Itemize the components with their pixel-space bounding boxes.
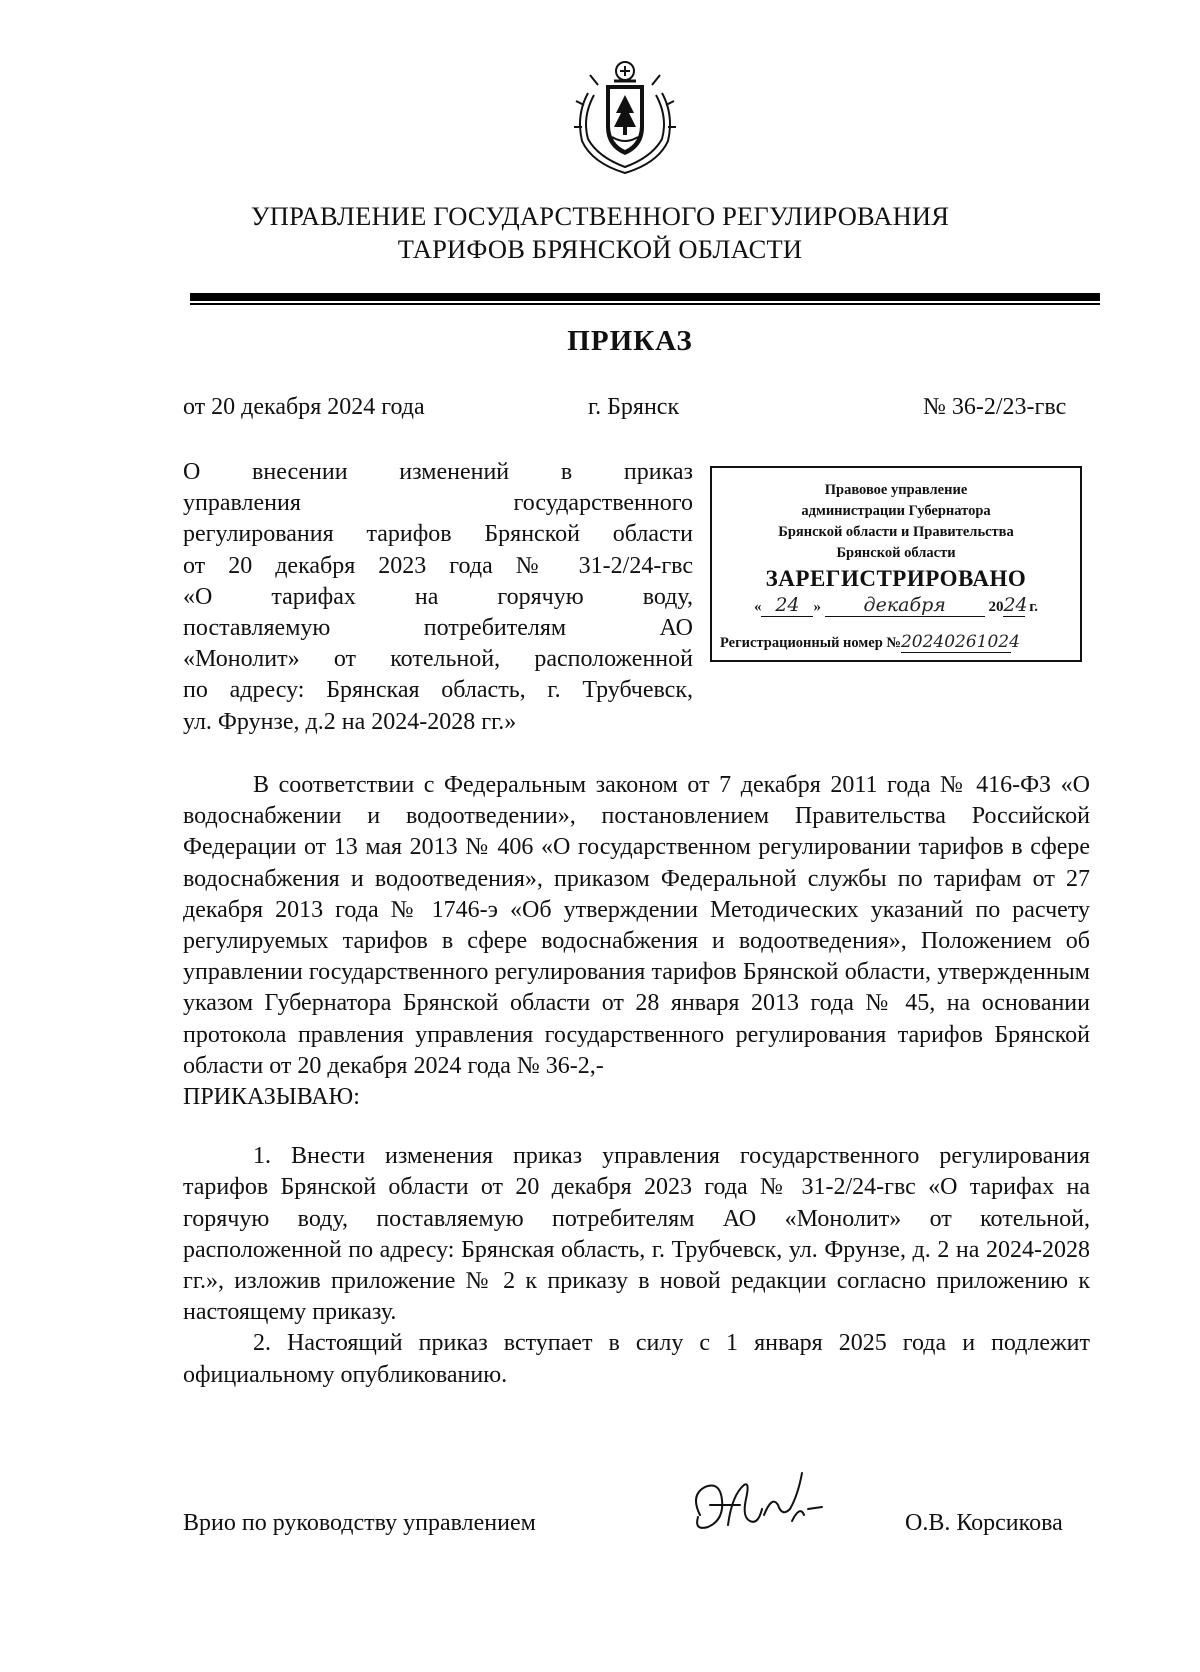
stamp-year-unit: г. <box>1029 599 1039 615</box>
header-divider <box>190 293 1100 301</box>
stamp-status: ЗАРЕГИСТРИРОВАНО <box>765 566 1027 591</box>
coat-of-arms-emblem <box>568 55 682 177</box>
decree-word: ПРИКАЗЫВАЮ: <box>183 1084 360 1111</box>
stamp-line-3: Брянской области и Правительства <box>778 524 1014 540</box>
document-title: ПРИКАЗ <box>567 325 693 357</box>
subject-line: «Монолит» от котельной, расположенной <box>183 646 693 673</box>
document-date: от 20 декабря 2024 года <box>183 394 425 420</box>
preamble-paragraph: В соответствии с Федеральным законом от 7 декабря 2011 года № 416-ФЗ «О водоснабжении и водоотведении», постановлением Правительства Российской Федерации от 13 мая 2013 № 406 «О государственном регулировании тарифов в сфере водоснабжения и водоотведения», приказом Федеральной службы по тарифам от 27 декабря 2013 года № 1746-э «Об утверждении Методических указаний по расчету регулируемых тарифов в сфере водоснабжения и водоотведения», Положением об управлении государственного регулирования тарифов Брянской области, утвержденным указом Губернатора Брянской области от 28 января 2013 года № 45, на основании протокола правления управления государственного регулирования тарифов Брянской области от 20 декабря 2024 года № 36-2,- <box>183 772 1090 1079</box>
stamp-month: декабря <box>825 594 985 617</box>
subject-line: по адресу: Брянская область, г. Трубчевск, <box>183 677 693 704</box>
subject-line: О внесении изменений в приказ <box>183 459 693 485</box>
signatory-name: О.В. Корсикова <box>905 1510 1063 1536</box>
document-subject <box>183 457 693 738</box>
subject-line: ул. Фрунзе, д.2 на 2024-2028 гг.» <box>183 708 517 735</box>
organization-line-1: УПРАВЛЕНИЕ ГОСУДАРСТВЕННОГО РЕГУЛИРОВАНИЯ <box>250 201 950 231</box>
stamp-line-4: Брянской области <box>836 545 956 561</box>
subject-line: поставляемую потребителям АО <box>183 615 693 642</box>
document-city: г. Брянск <box>588 394 680 420</box>
stamp-date: « 24 » декабря 2024 г. <box>753 594 1039 616</box>
stamp-line-2: администрации Губернатора <box>801 503 991 519</box>
decree-item-1: 1. Внести изменения приказ управления государственного регулирования тарифов Брянской области от 20 декабря 2023 года № 31-2/24-гвс «О тарифах на горячую воду, поставляемую потребителям АО «Монолит» от котельной, расположенной по адресу: Брянская область, г. Трубчевск, ул. Фрунзе, д. 2 на 2024-2028 гг.», изложив приложение № 2 к приказу в новой редакции согласно приложению к настоящему приказу. <box>183 1143 1090 1326</box>
stamp-year-suffix: 24 <box>1003 594 1028 616</box>
organization-line-2: ТАРИФОВ БРЯНСКОЙ ОБЛАСТИ <box>397 234 803 264</box>
subject-line: от 20 декабря 2023 года № 31-2/24-гвс <box>183 552 693 579</box>
stamp-reg-number: 20240261024 <box>900 632 1020 652</box>
stamp-reg-label: Регистрационный номер № <box>720 635 901 651</box>
subject-line: «О тарифах на горячую воду, <box>183 583 693 610</box>
subject-line: регулирования тарифов Брянской области <box>183 521 693 548</box>
signatory-position: Врио по руководству управлением <box>183 1510 536 1536</box>
stamp-day: 24 <box>761 594 813 617</box>
stamp-year-prefix: 20 <box>988 599 1004 615</box>
subject-line: управления государственного <box>183 490 693 517</box>
document-number: № 36-2/23-гвс <box>923 394 1067 420</box>
header-divider-thin <box>190 303 1100 305</box>
organization-name <box>230 200 970 266</box>
stamp-line-1: Правовое управление <box>824 482 968 498</box>
handwritten-signature <box>680 1465 830 1545</box>
decree-item-2: 2. Настоящий приказ вступает в силу с 1 января 2025 года и подлежит официальному опубликованию. <box>183 1330 1090 1388</box>
registration-stamp <box>710 466 1082 662</box>
document-body <box>183 770 1090 1391</box>
stamp-registration <box>720 632 1074 653</box>
